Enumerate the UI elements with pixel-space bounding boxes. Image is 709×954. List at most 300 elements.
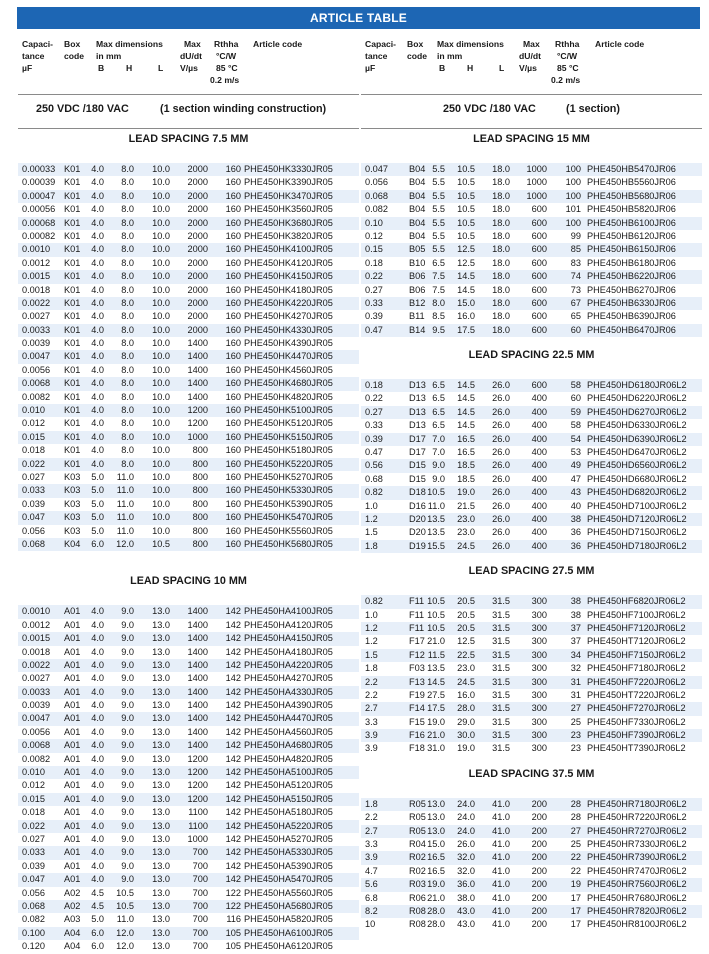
max-dudt-cell: 300 — [531, 730, 547, 741]
rthha-cell: 142 — [225, 753, 241, 764]
box-code-cell: K01 — [64, 284, 81, 295]
rthha-cell: 142 — [225, 713, 241, 724]
max-dudt-cell: 1400 — [187, 619, 208, 630]
article-code-cell: PHE450HR7560JR06L2 — [587, 879, 687, 890]
box-code-cell: D20 — [409, 527, 426, 538]
rthha-cell: 160 — [225, 217, 241, 228]
box-code-cell: F12 — [409, 649, 425, 660]
table-row — [18, 873, 359, 886]
dim-b-cell: 4.0 — [91, 204, 104, 215]
header-rth-2: °C/W — [216, 51, 237, 61]
dim-l-cell: 41.0 — [492, 812, 510, 823]
capacitance-cell: 2.7 — [365, 825, 378, 836]
max-dudt-cell: 1000 — [187, 833, 208, 844]
dim-l-cell: 18.0 — [492, 244, 510, 255]
capacitance-cell: 0.047 — [22, 512, 45, 523]
header-capacitance-1: Capaci- — [365, 39, 397, 49]
capacitance-cell: 0.0027 — [22, 673, 51, 684]
max-dudt-cell: 1400 — [187, 633, 208, 644]
rthha-cell: 160 — [225, 458, 241, 469]
dim-b-cell: 8.0 — [432, 297, 445, 308]
dim-l-cell: 26.0 — [492, 500, 510, 511]
article-code-cell: PHE450HA4120JR05 — [244, 619, 333, 630]
article-code-cell: PHE450HA4560JR05 — [244, 726, 333, 737]
dim-h-cell: 8.0 — [121, 271, 134, 282]
max-dudt-cell: 2000 — [187, 217, 208, 228]
dim-l-cell: 13.0 — [152, 927, 170, 938]
dim-l-cell: 18.0 — [492, 284, 510, 295]
table-row — [361, 865, 702, 878]
rthha-cell: 122 — [225, 900, 241, 911]
dim-b-cell: 19.0 — [427, 716, 445, 727]
table-row — [361, 243, 702, 256]
capacitance-cell: 0.0033 — [22, 686, 51, 697]
capacitance-cell: 0.047 — [365, 164, 388, 174]
capacitance-cell: 1.2 — [365, 513, 378, 524]
table-row — [18, 391, 359, 404]
dim-h-cell: 9.0 — [121, 753, 134, 764]
article-code-cell: PHE450HR7220JR06L2 — [587, 812, 687, 823]
table-row — [18, 672, 359, 685]
dim-b-cell: 4.0 — [91, 740, 104, 751]
capacitance-cell: 0.0010 — [22, 244, 51, 255]
capacitance-cell: 0.0012 — [22, 619, 51, 630]
capacitance-cell: 1.5 — [365, 527, 378, 538]
max-dudt-cell: 1400 — [187, 391, 208, 402]
table-row — [361, 446, 702, 459]
dim-b-cell: 4.0 — [91, 780, 104, 791]
rthha-cell: 32 — [570, 663, 581, 674]
rthha-cell: 160 — [225, 284, 241, 295]
dim-h-cell: 24.5 — [457, 540, 475, 551]
max-dudt-cell: 1400 — [187, 364, 208, 375]
article-code-cell: PHE450HD6180JR06L2 — [587, 380, 687, 391]
table-row — [361, 878, 702, 891]
max-dudt-cell: 200 — [531, 892, 547, 903]
rthha-cell: 60 — [570, 324, 581, 335]
table-row — [18, 484, 359, 497]
article-code-cell: PHE450HD6470JR06L2 — [587, 447, 687, 458]
table-row — [18, 605, 359, 618]
dim-l-cell: 13.0 — [152, 820, 170, 831]
table-row — [361, 270, 702, 283]
dim-l-cell: 13.0 — [152, 900, 170, 911]
rthha-cell: 160 — [225, 512, 241, 523]
max-dudt-cell: 700 — [192, 900, 208, 911]
max-dudt-cell: 400 — [531, 447, 547, 458]
article-code-cell: PHE450HB6180JR06 — [587, 257, 676, 268]
dim-h-cell: 20.5 — [457, 596, 475, 607]
dim-b-cell: 9.0 — [432, 473, 445, 484]
dim-h-cell: 10.5 — [116, 887, 134, 898]
capacitance-cell: 0.012 — [22, 780, 45, 791]
dim-b-cell: 4.0 — [91, 606, 104, 617]
dim-l-cell: 13.0 — [152, 633, 170, 644]
table-row — [361, 851, 702, 864]
table-row — [18, 525, 359, 538]
article-code-cell: PHE450HK3470JR05 — [244, 190, 333, 201]
box-code-cell: A01 — [64, 780, 81, 791]
box-code-cell: D20 — [409, 513, 426, 524]
article-code-cell: PHE450HD6330JR06L2 — [587, 420, 687, 431]
dim-l-cell: 26.0 — [492, 527, 510, 538]
capacitance-cell: 0.82 — [365, 487, 383, 498]
rthha-cell: 101 — [565, 204, 581, 215]
capacitance-cell: 0.082 — [22, 914, 45, 925]
table-row — [361, 203, 702, 216]
table-row — [18, 913, 359, 926]
rthha-cell: 142 — [225, 606, 241, 617]
article-code-cell: PHE450HF7150JR06L2 — [587, 649, 686, 660]
header-b: B — [439, 63, 446, 73]
rthha-cell: 49 — [570, 460, 581, 471]
max-dudt-cell: 2000 — [187, 257, 208, 268]
dim-b-cell: 4.0 — [91, 271, 104, 282]
max-dudt-cell: 200 — [531, 879, 547, 890]
header-rth-1: Rthha — [555, 39, 580, 49]
capacitance-cell: 0.00082 — [22, 230, 56, 241]
max-dudt-cell: 1400 — [187, 659, 208, 670]
rthha-cell: 142 — [225, 673, 241, 684]
header-rth-3: 85 °C — [216, 63, 238, 73]
article-code-cell: PHE450HA4390JR05 — [244, 700, 333, 711]
capacitance-cell: 3.9 — [365, 852, 378, 863]
article-code-cell: PHE450HA4470JR05 — [244, 713, 333, 724]
dim-h-cell: 9.0 — [121, 833, 134, 844]
header-capacitance-2: tance — [365, 51, 388, 61]
dim-l-cell: 10.0 — [152, 445, 170, 456]
dim-h-cell: 8.0 — [121, 297, 134, 308]
voltage-note: (1 section winding construction) — [160, 103, 327, 115]
article-code-cell: PHE450HA6100JR05 — [244, 927, 333, 938]
header-dudt-unit: V/µs — [180, 63, 198, 73]
dim-h-cell: 8.0 — [121, 338, 134, 349]
max-dudt-cell: 700 — [192, 887, 208, 898]
table-row — [361, 609, 702, 622]
max-dudt-cell: 1200 — [187, 418, 208, 429]
dim-b-cell: 4.0 — [91, 633, 104, 644]
dim-h-cell: 8.0 — [121, 391, 134, 402]
table-row — [18, 846, 359, 859]
capacitance-cell: 0.22 — [365, 271, 383, 282]
box-code-cell: F14 — [409, 703, 425, 714]
max-dudt-cell: 700 — [192, 874, 208, 885]
capacitance-cell: 0.120 — [22, 941, 45, 952]
dim-l-cell: 31.5 — [492, 676, 510, 687]
dim-l-cell: 31.5 — [492, 663, 510, 674]
dim-b-cell: 4.0 — [91, 833, 104, 844]
dim-h-cell: 8.0 — [121, 405, 134, 416]
table-row — [361, 433, 702, 446]
dim-l-cell: 10.0 — [152, 190, 170, 201]
article-code-cell: PHE450HB5820JR06 — [587, 204, 676, 215]
dim-b-cell: 4.0 — [91, 431, 104, 442]
dim-l-cell: 41.0 — [492, 892, 510, 903]
table-row — [18, 471, 359, 484]
rthha-cell: 142 — [225, 793, 241, 804]
rthha-cell: 142 — [225, 767, 241, 778]
rthha-cell: 23 — [570, 730, 581, 741]
box-code-cell: F17 — [409, 636, 425, 647]
dim-l-cell: 31.5 — [492, 703, 510, 714]
dim-l-cell: 10.0 — [152, 324, 170, 335]
dim-b-cell: 4.0 — [91, 257, 104, 268]
box-code-cell: R02 — [409, 852, 426, 863]
dim-h-cell: 32.0 — [457, 852, 475, 863]
dim-h-cell: 43.0 — [457, 919, 475, 930]
dim-b-cell: 10.5 — [427, 596, 445, 607]
article-code-cell: PHE450HK5330JR05 — [244, 485, 333, 496]
table-row — [361, 729, 702, 742]
max-dudt-cell: 300 — [531, 636, 547, 647]
max-dudt-cell: 200 — [531, 839, 547, 850]
box-code-cell: F11 — [409, 596, 425, 607]
box-code-cell: A04 — [64, 941, 81, 952]
box-code-cell: B04 — [409, 204, 426, 215]
rthha-cell: 60 — [570, 393, 581, 404]
dim-l-cell: 18.0 — [492, 164, 510, 174]
dim-l-cell: 13.0 — [152, 941, 170, 952]
dim-h-cell: 16.5 — [457, 433, 475, 444]
box-code-cell: K01 — [64, 257, 81, 268]
dim-l-cell: 13.0 — [152, 767, 170, 778]
capacitance-cell: 0.47 — [365, 447, 383, 458]
table-row — [361, 163, 702, 176]
rthha-cell: 160 — [225, 311, 241, 322]
header-dimensions-2: in mm — [437, 51, 463, 61]
table-row — [361, 676, 702, 689]
table-row — [361, 459, 702, 472]
header-dudt-1: Max — [184, 39, 201, 49]
dim-l-cell: 13.0 — [152, 606, 170, 617]
box-code-cell: K03 — [64, 525, 81, 536]
dim-b-cell: 5.5 — [432, 190, 445, 201]
table-row — [361, 486, 702, 499]
capacitance-cell: 1.2 — [365, 636, 378, 647]
max-dudt-cell: 2000 — [187, 297, 208, 308]
capacitance-cell: 0.0056 — [22, 726, 51, 737]
capacitance-cell: 0.0018 — [22, 284, 51, 295]
box-code-cell: A04 — [64, 927, 81, 938]
box-code-cell: B04 — [409, 164, 426, 174]
table-row — [18, 806, 359, 819]
rthha-cell: 142 — [225, 847, 241, 858]
dim-h-cell: 22.5 — [457, 649, 475, 660]
box-code-cell: K01 — [64, 378, 81, 389]
header-h: H — [126, 63, 133, 73]
dim-b-cell: 5.5 — [432, 164, 445, 174]
dim-h-cell: 9.0 — [121, 860, 134, 871]
rthha-cell: 36 — [570, 527, 581, 538]
capacitance-cell: 0.033 — [22, 847, 45, 858]
dim-b-cell: 13.5 — [427, 527, 445, 538]
table-row — [18, 900, 359, 913]
max-dudt-cell: 300 — [531, 663, 547, 674]
max-dudt-cell: 800 — [192, 445, 208, 456]
capacitance-cell: 0.0068 — [22, 740, 51, 751]
max-dudt-cell: 800 — [192, 512, 208, 523]
right-column — [361, 38, 702, 932]
rthha-cell: 17 — [570, 905, 581, 916]
box-code-cell: K04 — [64, 538, 81, 549]
article-code-cell: PHE450HB6470JR06 — [587, 324, 676, 335]
box-code-cell: A01 — [64, 713, 81, 724]
capacitance-cell: 0.0018 — [22, 646, 51, 657]
box-code-cell: A01 — [64, 860, 81, 871]
capacitance-cell: 8.2 — [365, 905, 378, 916]
dim-b-cell: 4.0 — [91, 364, 104, 375]
dim-b-cell: 5.5 — [432, 244, 445, 255]
max-dudt-cell: 2000 — [187, 230, 208, 241]
box-code-cell: K01 — [64, 244, 81, 255]
table-row — [18, 498, 359, 511]
table-row — [18, 297, 359, 310]
table-row — [18, 686, 359, 699]
capacitance-cell: 0.047 — [22, 874, 45, 885]
table-row — [18, 632, 359, 645]
rthha-cell: 142 — [225, 726, 241, 737]
dim-l-cell: 13.0 — [152, 659, 170, 670]
dim-l-cell: 13.0 — [152, 833, 170, 844]
table-row — [361, 526, 702, 539]
table-row — [18, 431, 359, 444]
table-row — [361, 392, 702, 405]
article-code-cell: PHE450HA4180JR05 — [244, 646, 333, 657]
dim-b-cell: 15.0 — [427, 839, 445, 850]
dim-l-cell: 10.0 — [152, 405, 170, 416]
article-code-cell: PHE450HR7390JR06L2 — [587, 852, 687, 863]
dim-b-cell: 4.0 — [91, 700, 104, 711]
header-dudt-unit: V/µs — [519, 63, 537, 73]
rthha-cell: 27 — [570, 703, 581, 714]
capacitance-cell: 0.0022 — [22, 297, 51, 308]
box-code-cell: A01 — [64, 700, 81, 711]
rthha-cell: 99 — [570, 230, 581, 241]
table-row — [18, 404, 359, 417]
article-code-cell: PHE450HD6270JR06L2 — [587, 406, 687, 417]
capacitance-cell: 0.22 — [365, 393, 383, 404]
box-code-cell: A01 — [64, 820, 81, 831]
dim-h-cell: 8.0 — [121, 257, 134, 268]
max-dudt-cell: 300 — [531, 716, 547, 727]
table-row — [18, 444, 359, 457]
box-code-cell: B04 — [409, 217, 426, 228]
header-box-2: code — [64, 51, 85, 61]
dim-l-cell: 31.5 — [492, 716, 510, 727]
box-code-cell: A01 — [64, 633, 81, 644]
box-code-cell: K01 — [64, 405, 81, 416]
dim-b-cell: 4.0 — [91, 793, 104, 804]
capacitance-cell: 0.18 — [365, 380, 383, 391]
dim-b-cell: 4.0 — [91, 646, 104, 657]
header-capacitance-1: Capaci- — [22, 39, 54, 49]
dim-b-cell: 4.0 — [91, 860, 104, 871]
rthha-cell: 160 — [225, 338, 241, 349]
rthha-cell: 160 — [225, 418, 241, 429]
max-dudt-cell: 2000 — [187, 164, 208, 174]
rthha-cell: 74 — [570, 271, 581, 282]
article-code-cell: PHE450HK4180JR05 — [244, 284, 333, 295]
dim-h-cell: 8.0 — [121, 204, 134, 215]
rthha-cell: 31 — [570, 676, 581, 687]
max-dudt-cell: 1400 — [187, 686, 208, 697]
dim-l-cell: 13.0 — [152, 646, 170, 657]
dim-h-cell: 9.0 — [121, 673, 134, 684]
dim-b-cell: 4.0 — [91, 673, 104, 684]
article-code-cell: PHE450HA5390JR05 — [244, 860, 333, 871]
article-code-cell: PHE450HD6680JR06L2 — [587, 473, 687, 484]
capacitance-cell: 0.027 — [22, 833, 45, 844]
article-code-cell: PHE450HD6560JR06L2 — [587, 460, 687, 471]
dim-h-cell: 9.0 — [121, 713, 134, 724]
dim-b-cell: 21.0 — [427, 892, 445, 903]
dim-b-cell: 10.5 — [427, 487, 445, 498]
capacitance-cell: 0.0015 — [22, 633, 51, 644]
dim-h-cell: 30.0 — [457, 730, 475, 741]
max-dudt-cell: 400 — [531, 513, 547, 524]
dim-l-cell: 26.0 — [492, 473, 510, 484]
dim-b-cell: 10.5 — [427, 622, 445, 633]
max-dudt-cell: 400 — [531, 420, 547, 431]
box-code-cell: F03 — [409, 663, 425, 674]
capacitance-cell: 1.0 — [365, 500, 378, 511]
capacitance-cell: 0.15 — [365, 244, 383, 255]
dim-l-cell: 31.5 — [492, 609, 510, 620]
dim-l-cell: 26.0 — [492, 433, 510, 444]
dim-b-cell: 5.0 — [91, 471, 104, 482]
table-row — [361, 297, 702, 310]
max-dudt-cell: 600 — [531, 380, 547, 391]
max-dudt-cell: 800 — [192, 471, 208, 482]
article-code-cell: PHE450HB5680JR06 — [587, 190, 676, 201]
dim-h-cell: 9.0 — [121, 646, 134, 657]
dim-l-cell: 10.0 — [152, 244, 170, 255]
box-code-cell: A01 — [64, 767, 81, 778]
rthha-cell: 160 — [225, 271, 241, 282]
box-code-cell: A01 — [64, 753, 81, 764]
capacitance-cell: 0.082 — [365, 204, 388, 215]
header-dudt-2: dU/dt — [180, 51, 202, 61]
article-code-cell: PHE450HK3390JR05 — [244, 177, 333, 188]
capacitance-cell: 5.6 — [365, 879, 378, 890]
box-code-cell: F11 — [409, 622, 425, 633]
box-code-cell: B04 — [409, 177, 426, 188]
box-code-cell: K01 — [64, 324, 81, 335]
dim-b-cell: 28.0 — [427, 905, 445, 916]
article-code-cell: PHE450HK5120JR05 — [244, 418, 333, 429]
table-row — [361, 540, 702, 553]
capacitance-cell: 0.47 — [365, 324, 383, 335]
capacitance-cell: 0.0015 — [22, 271, 51, 282]
dim-b-cell: 4.0 — [91, 820, 104, 831]
dim-l-cell: 10.0 — [152, 498, 170, 509]
rthha-cell: 160 — [225, 445, 241, 456]
dim-h-cell: 8.0 — [121, 431, 134, 442]
dim-h-cell: 9.0 — [121, 767, 134, 778]
box-code-cell: F19 — [409, 689, 425, 700]
dim-b-cell: 7.0 — [432, 433, 445, 444]
box-code-cell: K01 — [64, 431, 81, 442]
dim-l-cell: 10.0 — [152, 271, 170, 282]
rthha-cell: 142 — [225, 740, 241, 751]
dim-l-cell: 41.0 — [492, 905, 510, 916]
table-row — [18, 766, 359, 779]
table-row — [18, 243, 359, 256]
max-dudt-cell: 400 — [531, 487, 547, 498]
article-code-cell: PHE450HA5150JR05 — [244, 793, 333, 804]
voltage-rating-left — [18, 94, 359, 129]
max-dudt-cell: 2000 — [187, 190, 208, 201]
